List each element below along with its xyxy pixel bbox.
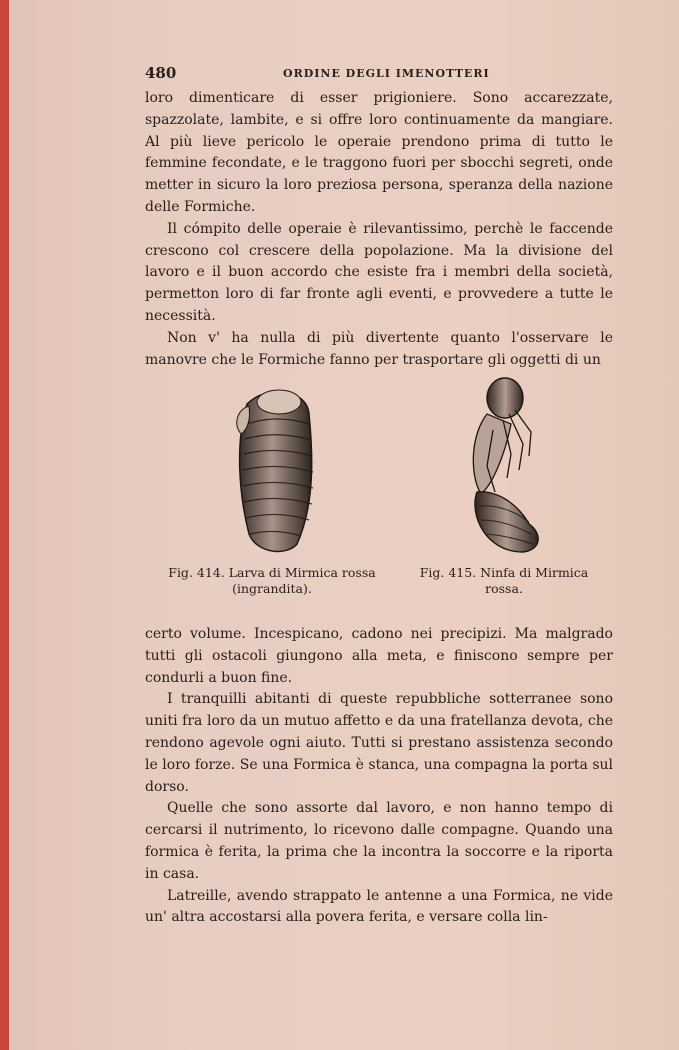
paragraph: Non v' ha nulla di più divertente quanto l'osservare le manovre che le Formiche fanno per trasportare gli oggetti di un bbox=[145, 329, 613, 368]
caption-line: Fig. 414. Larva di Mirmica rossa bbox=[168, 565, 376, 580]
page-number: 480 bbox=[145, 64, 177, 82]
caption-line: rossa. bbox=[485, 581, 523, 596]
paragraph: Latreille, avendo strappato le antenne a una Formica, ne vide un' altra accostarsi alla povera ferita, e versare colla lin- bbox=[145, 887, 613, 926]
text-block-top bbox=[145, 88, 613, 371]
paragraph: Quelle che sono assorte dal lavoro, e non hanno tempo di cercarsi il nutrimento, lo ricevono dalle compagne. Quando una formica è ferita, la prima che la incontra la soccorre e la riporta in casa. bbox=[145, 800, 613, 882]
figure-414-caption bbox=[159, 565, 385, 597]
paragraph: I tranquilli abitanti di queste repubbliche sotterranee sono uniti fra loro da un mutuo affetto e da una fratellanza devota, che rendono agevole ogni aiuto. Tutti si prestano assistenza secondo le loro forze. Se una Formica è stanca, una compagna la porta sul dorso. bbox=[145, 691, 613, 795]
caption-line: Fig. 415. Ninfa di Mirmica bbox=[419, 565, 589, 580]
caption-line: (ingrandita). bbox=[232, 581, 312, 596]
figure-415-caption bbox=[409, 565, 599, 597]
book-page bbox=[9, 0, 679, 1050]
paragraph: loro dimenticare di esser prigioniere. Sono accarezzate, spazzolate, lambite, e si offre loro continuamente da mangiare. Al più lieve pericolo le operaie prendono prima di tutto le femmine fecondate, e le traggono fuori per sbocchi segreti, onde metter in sicuro la loro preziosa persona, speranza della nazione delle Formiche. bbox=[145, 90, 613, 215]
text-block-bottom bbox=[145, 624, 613, 929]
larva-illustration bbox=[217, 384, 327, 556]
running-title: ORDINE DEGLI IMENOTTERI bbox=[283, 67, 490, 80]
paragraph: certo volume. Incespicano, cadono nei precipizi. Ma malgrado tutti gli ostacoli giungono alla meta, e finiscono sempre per condurli a buon fine. bbox=[145, 626, 613, 686]
paragraph: Il cómpito delle operaie è rilevantissimo, perchè le faccende crescono col crescere della popolazione. Ma la divisione del lavoro e il buon accordo che esiste fra i membri della società, permetton loro di far fronte agli eventi, e provvedere a tutte le necessità. bbox=[145, 220, 613, 324]
pupa-illustration bbox=[449, 374, 545, 556]
page-header bbox=[145, 62, 619, 88]
